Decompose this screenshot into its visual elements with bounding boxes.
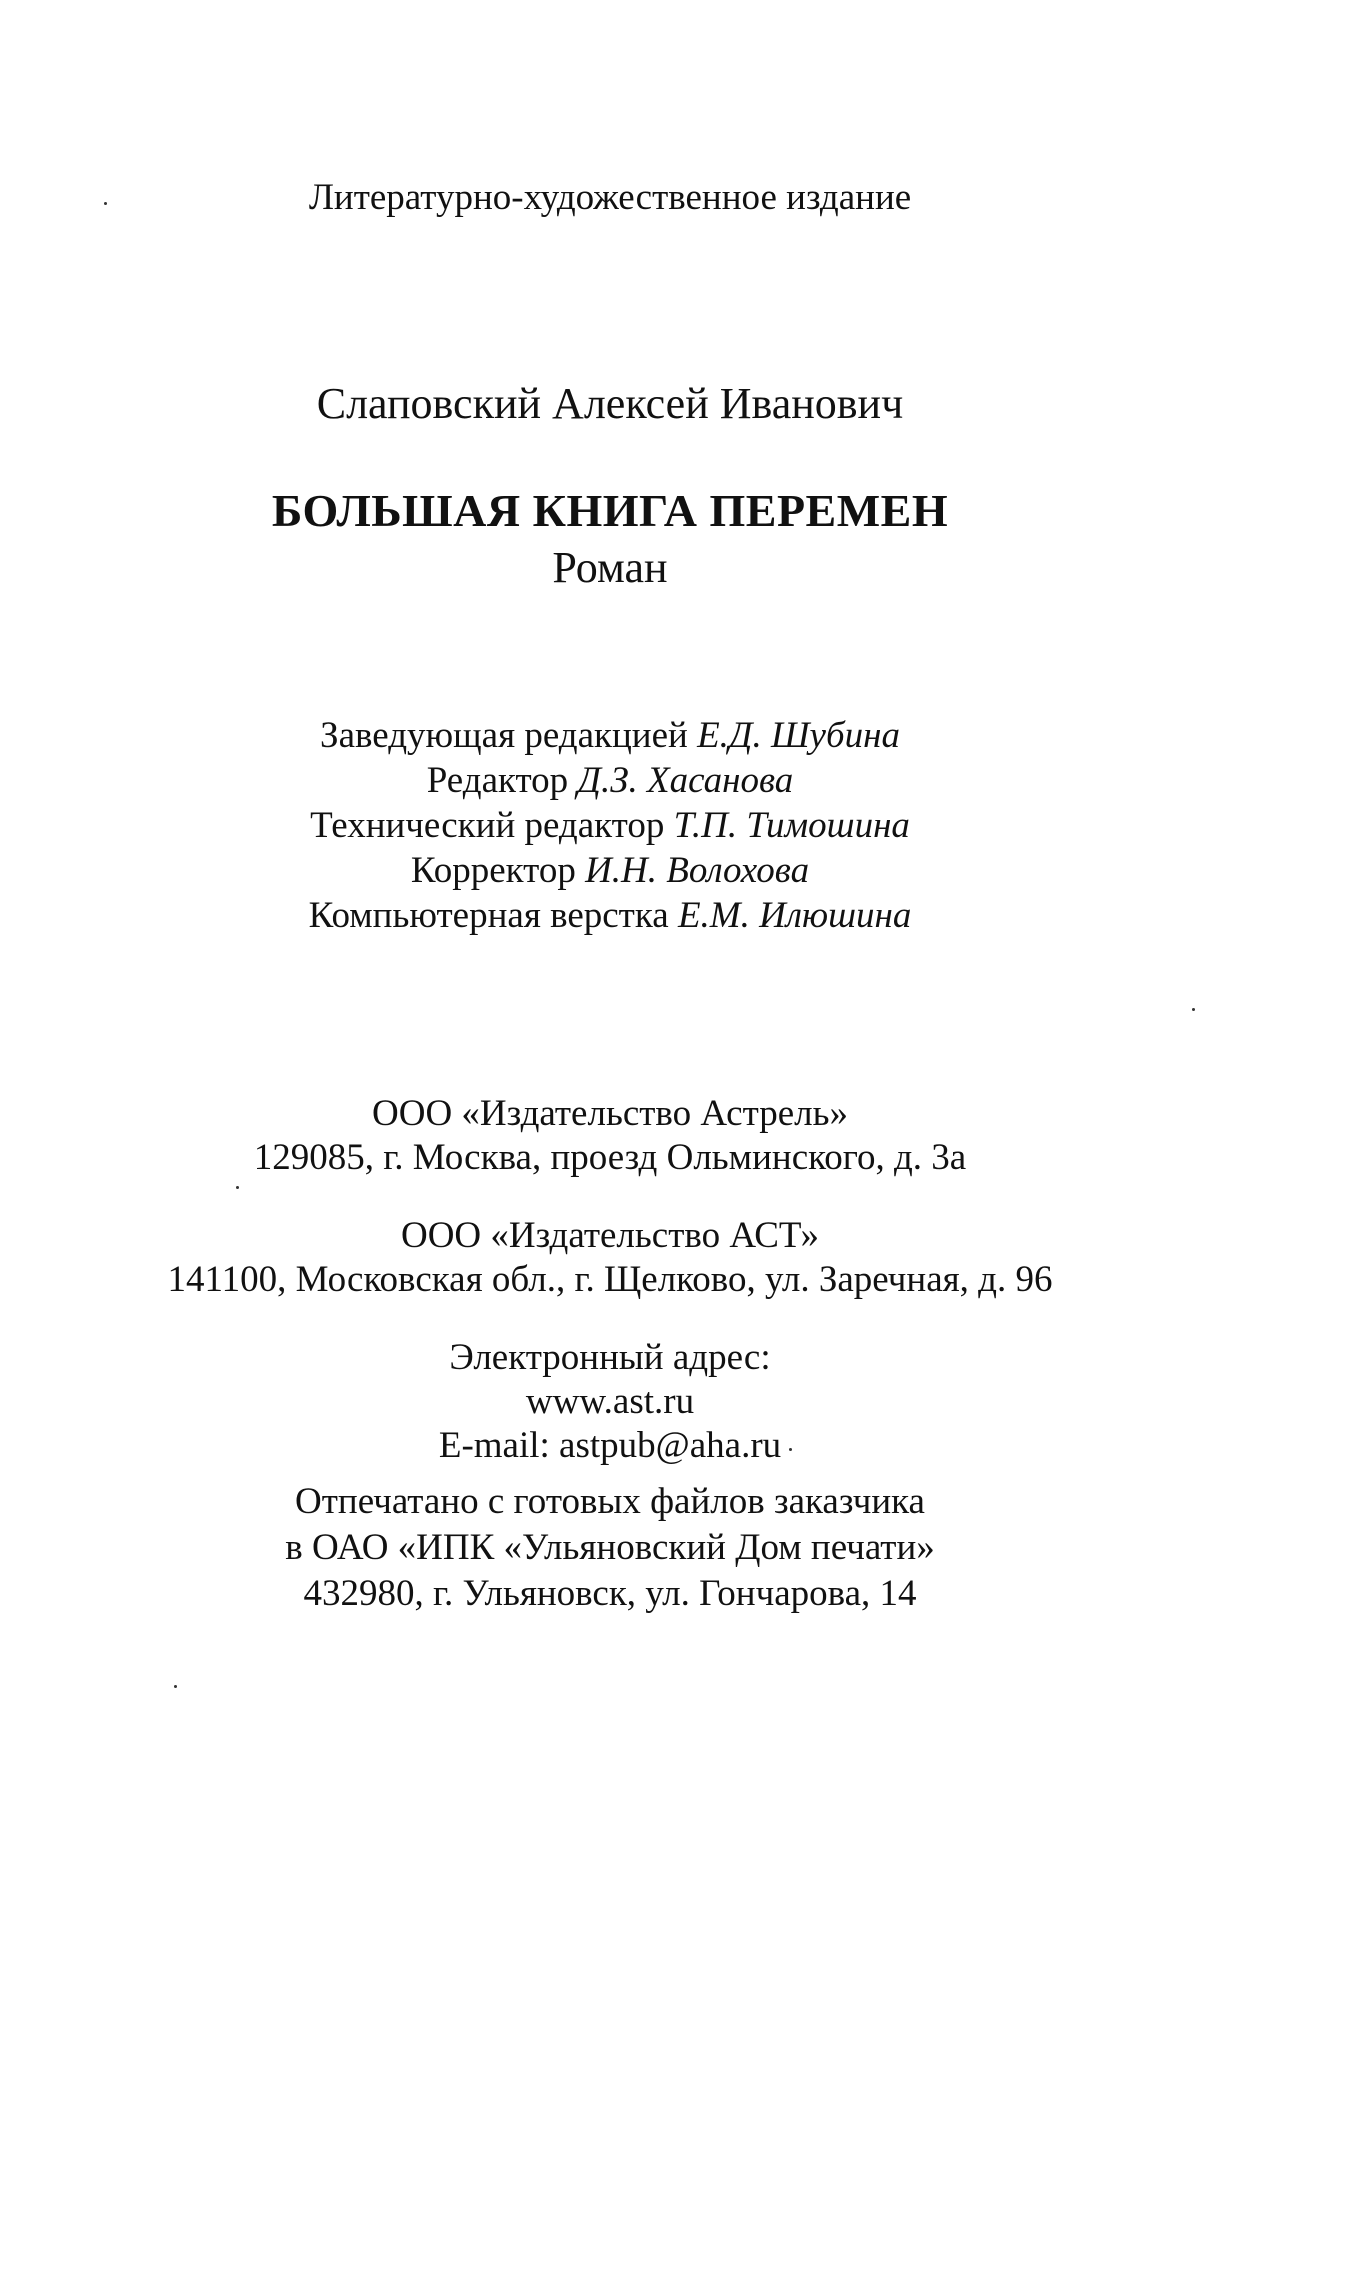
contacts-heading: Электронный адрес: bbox=[449, 1337, 771, 1378]
scan-speck bbox=[104, 202, 107, 205]
author-name: Слаповский Алексей Иванович bbox=[316, 379, 904, 428]
scan-speck bbox=[174, 1685, 177, 1688]
staff-role: Редактор bbox=[426, 760, 569, 801]
staff-name: Д.З. Хасанова bbox=[577, 760, 794, 801]
book-genre: Роман bbox=[552, 543, 668, 592]
publisher-address: 141100, Московская обл., г. Щелково, ул. Заречная, д. 96 bbox=[167, 1259, 1053, 1300]
staff-name: Е.М. Илюшина bbox=[677, 895, 912, 936]
staff-role: Технический редактор bbox=[310, 805, 665, 846]
staff-line bbox=[0, 804, 1220, 848]
scan-speck bbox=[1192, 1008, 1195, 1011]
book-title: БОЛЬШАЯ КНИГА ПЕРЕМЕН bbox=[271, 485, 949, 536]
printer-line: Отпечатано с готовых файлов заказчика bbox=[295, 1481, 925, 1522]
printer-address: 432980, г. Ульяновск, ул. Гончарова, 14 bbox=[303, 1573, 917, 1614]
staff-role: Заведующая редакцией bbox=[320, 715, 688, 756]
printer-line: в ОАО «ИПК «Ульяновский Дом печати» bbox=[285, 1527, 935, 1568]
website-link[interactable]: www.ast.ru bbox=[525, 1381, 695, 1422]
staff-line bbox=[0, 894, 1220, 938]
publisher-name: ООО «Издательство Астрель» bbox=[372, 1093, 848, 1134]
scan-speck bbox=[236, 1186, 239, 1189]
staff-name: И.Н. Волохова bbox=[585, 850, 810, 891]
staff-line bbox=[0, 714, 1220, 758]
staff-name: Т.П. Тимошина bbox=[673, 805, 910, 846]
staff-role: Компьютерная верстка bbox=[308, 895, 669, 936]
publisher-address: 129085, г. Москва, проезд Ольминского, д. 3а bbox=[253, 1137, 967, 1178]
email-link[interactable]: E-mail: astpub@aha.ru bbox=[438, 1425, 782, 1466]
publisher-name: ООО «Издательство АСТ» bbox=[400, 1215, 820, 1256]
staff-line bbox=[0, 759, 1220, 803]
staff-name: Е.Д. Шубина bbox=[697, 715, 900, 756]
staff-role: Корректор bbox=[410, 850, 576, 891]
scan-speck bbox=[789, 1448, 792, 1451]
edition-type: Литературно-художественное издание bbox=[308, 177, 912, 218]
staff-line bbox=[0, 849, 1220, 893]
